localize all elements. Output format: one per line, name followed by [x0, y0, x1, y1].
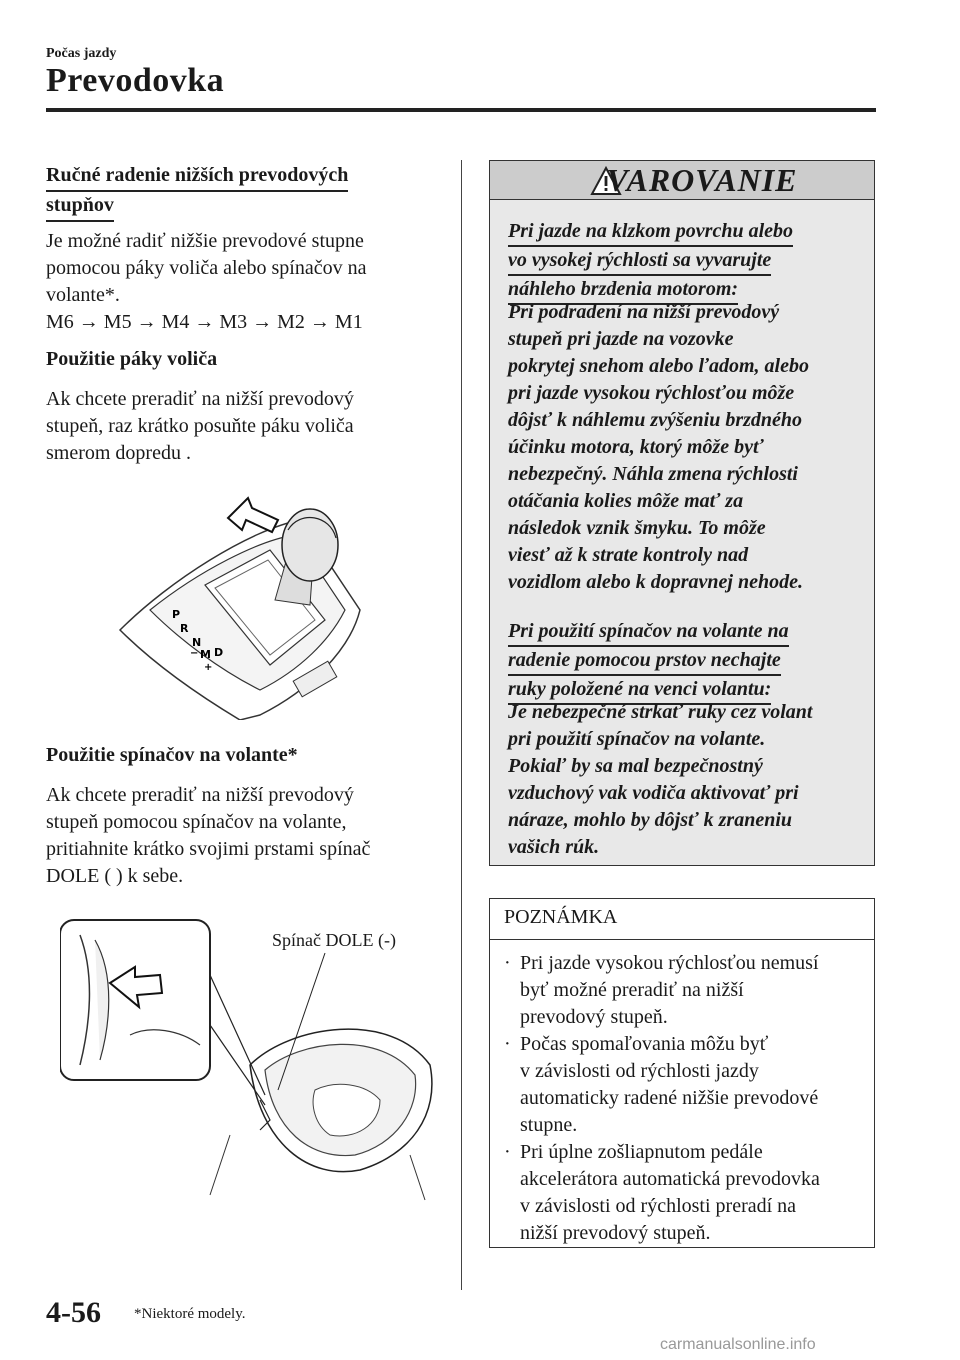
list-item: · Pri jazde vysokou rýchlosťou nemusí byť možné preradiť na nižší prevodový stupeň.: [504, 952, 819, 1028]
paddle-paragraph: Ak chcete preradiť na nižší prevodový stupeň pomocou spínačov na volante, pritiahnite krátko svojimi prstami spínač DOLE ( ) k sebe.: [46, 784, 371, 887]
lever-paragraph: Ak chcete preradiť na nižší prevodový stupeň, raz krátko posuňte páku voliča smerom dopredu .: [46, 388, 354, 464]
watermark: carmanualsonline.info: [660, 1336, 816, 1353]
chapter-title: Prevodovka: [46, 62, 225, 99]
intro-paragraph: Je možné radiť nižšie prevodové stupne pomocou páky voliča alebo spínačov na volante*. M6 → M5 → M4 → M3 → M2 → M1: [46, 228, 446, 336]
section-title: Počas jazdy: [46, 46, 117, 61]
svg-text:+: +: [204, 662, 213, 673]
list-item: · Počas spomaľovania môžu byť v závislosti od rýchlosti jazdy automaticky radené nižšie prevodové stupne.: [504, 1033, 819, 1136]
column-divider: [461, 160, 462, 1290]
manual-downshift-heading: Ručné radenie nižších prevodových stupňov: [46, 162, 446, 222]
forward-arrow-icon: [228, 498, 278, 532]
header-rule: [46, 108, 876, 112]
svg-text:−: −: [190, 648, 199, 659]
lever-heading: Použitie páky voliča: [46, 348, 218, 370]
warning-heading-engine-braking: Pri jazde na klzkom povrchu alebo vo vysokej rýchlosti sa vyvarujte náhleho brzdenia motorom:: [508, 218, 866, 305]
svg-text:D: D: [214, 646, 224, 659]
svg-text:R: R: [180, 622, 189, 635]
warning-heading-paddles: Pri použití spínačov na volante na radenie pomocou prstov nechajte ruky položené na venci volantu:: [508, 618, 866, 705]
warning-text-paddles: Je nebezpečné strkať ruky cez volant pri použití spínačov na volante. Pokiaľ by sa mal bezpečnostný vzduchový vak vodiča aktivovať pri náraze, mohlo by dôjsť k zraneniu vašich rúk.: [508, 701, 813, 858]
paddle-heading: Použitie spínačov na volante*: [46, 744, 298, 766]
page-number: 4-56: [46, 1296, 101, 1329]
list-item: · Pri úplne zošliapnutom pedále akcelerátora automatická prevodovka v závislosti od rýchlosti preradí na nižší prevodový stupeň.: [504, 1141, 820, 1244]
note-title: POZNÁMKA: [504, 906, 618, 928]
warning-title: VAROVANIE: [606, 162, 798, 198]
paddle-shifter-illustration: [60, 915, 460, 1215]
svg-text:P: P: [172, 608, 181, 621]
note-list: [504, 950, 864, 1247]
gear-lever-illustration: [110, 490, 370, 720]
svg-text:M: M: [200, 648, 211, 661]
paddle-label: Spínač DOLE (-): [272, 930, 396, 950]
warning-text-engine-braking: Pri podradení na nižší prevodový stupeň pri jazde na vozovke pokrytej snehom alebo ľadom, alebo pri jazde vysokou rýchlosťou môže dôjsť k náhlemu zvýšeniu brzdného účinku motora, ktorý môže byť nebezpečný. Náhla zmena rýchlosti otáčania kolies môže mať za následok vznik šmyku. To môže viesť až k strate kontroly nad vozidlom alebo k dopravnej nehode.: [508, 301, 809, 593]
svg-text:N: N: [192, 636, 202, 649]
footnote: *Niektoré modely.: [134, 1306, 246, 1322]
gear-sequence: M6 → M5 → M4 → M3 → M2 → M1: [46, 311, 363, 333]
